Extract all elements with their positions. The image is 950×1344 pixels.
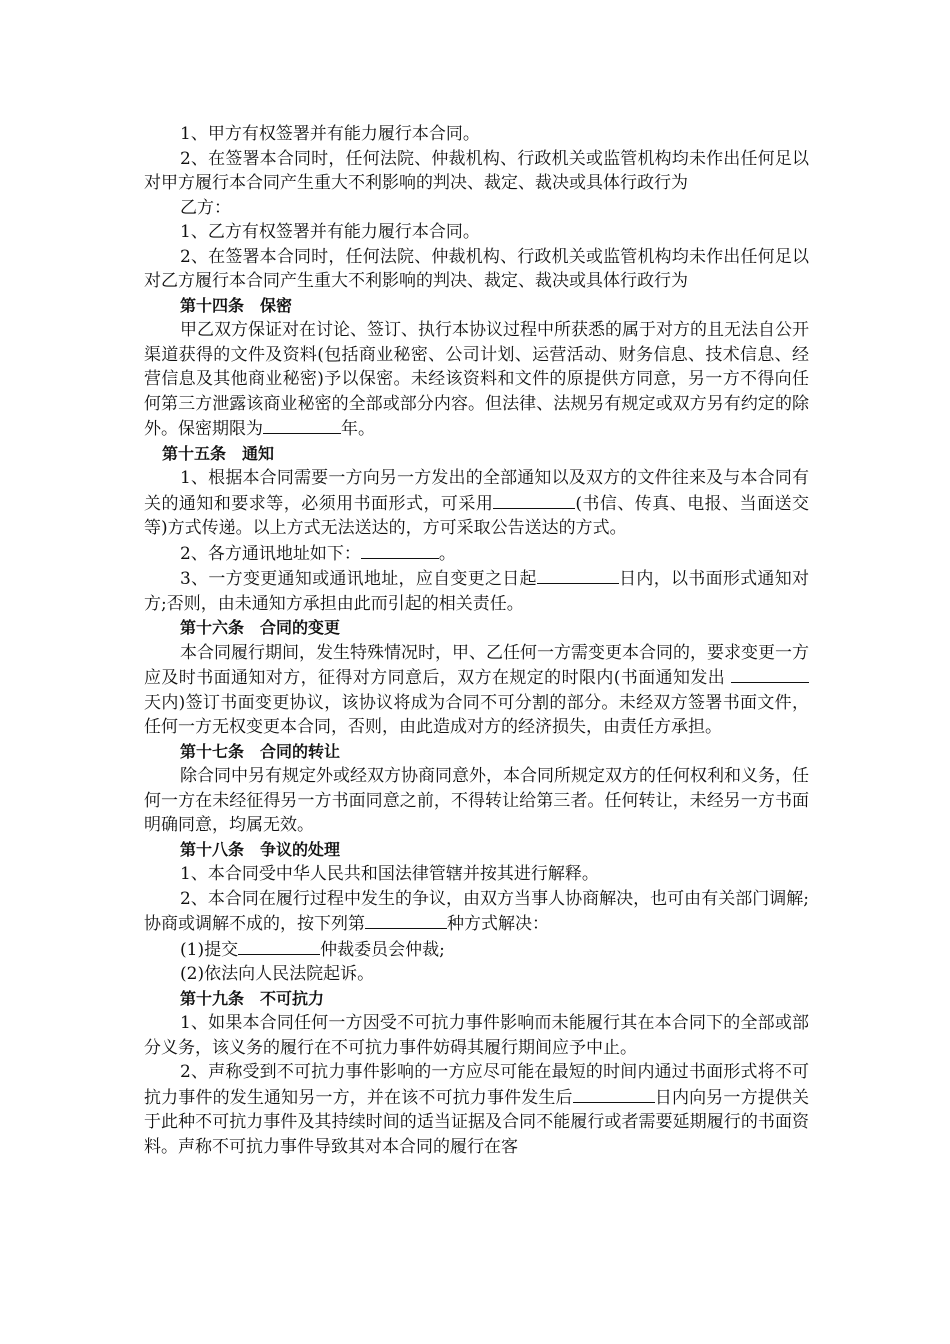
fill-in-blank[interactable] xyxy=(573,1085,655,1103)
article-19-heading: 第十九条 不可抗力 xyxy=(180,988,325,1008)
text-after-blank: 。 xyxy=(438,543,456,564)
text-before-blank: (1)提交 xyxy=(180,939,239,960)
fill-in-blank[interactable] xyxy=(493,491,575,509)
text-before-blank: 3、一方变更通知或通讯地址，应自变更之日起 xyxy=(180,569,537,589)
text-after-blank: 天内)签订书面变更协议，该协议将成为合同不可分割的部分。未经双方签署书面文件，任何一方无权变更本合同，否则，由此造成对方的经济损失，由责任方承担。 xyxy=(144,692,809,737)
text-after-blank: 种方式解决： xyxy=(447,914,549,934)
party-a-clause-2: 2、在签署本合同时，任何法院、仲裁机构、行政机关或监管机构均未作出任何足以对甲方履行本合同产生重大不利影响的判决、裁定、裁决或具体行政行为 xyxy=(144,148,809,193)
fill-in-blank[interactable] xyxy=(361,541,439,559)
article-14-heading: 第十四条 保密 xyxy=(180,295,293,315)
text-before-blank: 甲乙双方保证对在讨论、签订、执行本协议过程中所获悉的属于对方的且无法自公开渠道获得的文件及资料(包括商业秘密、公司计划、运营活动、财务信息、技术信息、经营信息及其他商业秘密)予以保密。未经该资料和文件的原提供方同意，另一方不得向任何第三方泄露该商业秘密的全部或部分内容。但法律、法规另有规定或双方另有约定的除外。保密期限为 xyxy=(144,320,809,439)
dispute-clause-1: 1、本合同受中华人民共和国法律管辖并按其进行解释。 xyxy=(180,864,599,884)
text-before-blank: 2、声称受到不可抗力事件影响的一方应尽可能在最短的时间内通过书面形式将不可抗力事件的发生通知另一方，并在该不可抗力事件发生后 xyxy=(144,1062,809,1108)
force-majeure-clause-2 xyxy=(144,1060,809,1159)
party-b-clause-1: 1、乙方有权签署并有能力履行本合同。 xyxy=(180,222,480,242)
article-18-heading: 第十八条 争议的处理 xyxy=(180,839,341,859)
notice-clause-1 xyxy=(144,466,809,541)
dispute-option-1 xyxy=(144,937,809,963)
text-before-blank: 2、本合同在履行过程中发生的争议，由双方当事人协商解决，也可由有关部门调解;协商或调解不成的，按下列第 xyxy=(144,888,809,934)
transfer-paragraph: 除合同中另有规定外或经双方协商同意外，本合同所规定双方的任何权利和义务，任何一方在未经征得另一方书面同意之前，不得转让给第三者。任何转让，未经另一方书面明确同意，均属无效。 xyxy=(144,766,809,835)
fill-in-blank[interactable] xyxy=(731,665,809,683)
text-after-blank: 仲裁委员会仲裁; xyxy=(320,939,445,960)
fill-in-blank[interactable] xyxy=(365,911,447,929)
party-a-clause-1: 1、甲方有权签署并有能力履行本合同。 xyxy=(180,124,480,144)
text-before-blank: 本合同履行期间，发生特殊情况时，甲、乙任何一方需变更本合同的，要求变更一方应及时书面通知对方，征得对方同意后，双方在规定的时限内(书面通知发出 xyxy=(144,642,809,688)
force-majeure-clause-1: 1、如果本合同任何一方因受不可抗力事件影响而未能履行其在本合同下的全部或部分义务，该义务的履行在不可抗力事件妨碍其履行期间应予中止。 xyxy=(144,1013,809,1058)
dispute-clause-2 xyxy=(144,887,809,937)
text-before-blank: 2、各方通讯地址如下： xyxy=(180,543,361,564)
text-before-blank: 1、根据本合同需要一方向另一方发出的全部通知以及双方的文件往来及与本合同有关的通知和要求等，必须用书面形式，可采用 xyxy=(144,468,809,514)
text-after-blank: 日内，以书面形式通知对方;否则，由未通知方承担由此而引起的相关责任。 xyxy=(144,569,809,614)
fill-in-blank[interactable] xyxy=(537,566,619,584)
party-b-clause-2: 2、在签署本合同时，任何法院、仲裁机构、行政机关或监管机构均未作出任何足以对乙方履行本合同产生重大不利影响的判决、裁定、裁决或具体行政行为 xyxy=(144,246,809,291)
dispute-option-2: (2)依法向人民法院起诉。 xyxy=(180,964,375,984)
fill-in-blank[interactable] xyxy=(238,937,320,955)
text-after-blank: 年。 xyxy=(341,419,375,439)
party-b-label: 乙方： xyxy=(180,197,231,218)
fill-in-blank[interactable] xyxy=(263,416,341,434)
notice-clause-2 xyxy=(144,541,809,567)
confidentiality-paragraph xyxy=(144,318,809,442)
notice-clause-3 xyxy=(144,566,809,616)
text-after-blank: 日内向另一方提供关于此种不可抗力事件及其持续时间的适当证据及合同不能履行或者需要延期履行的书面资料。声称不可抗力事件导致其对本合同的履行在客 xyxy=(144,1087,810,1157)
article-17-heading: 第十七条 合同的转让 xyxy=(180,741,341,761)
amendment-paragraph xyxy=(144,641,809,740)
article-15-heading: 第十五条 通知 xyxy=(162,443,275,463)
document-page xyxy=(144,122,809,1159)
article-16-heading: 第十六条 合同的变更 xyxy=(180,618,341,637)
text-after-blank: (书信、传真、电报、当面送交等)方式传递。以上方式无法送达的，方可采取公告送达的方式。 xyxy=(144,493,809,538)
